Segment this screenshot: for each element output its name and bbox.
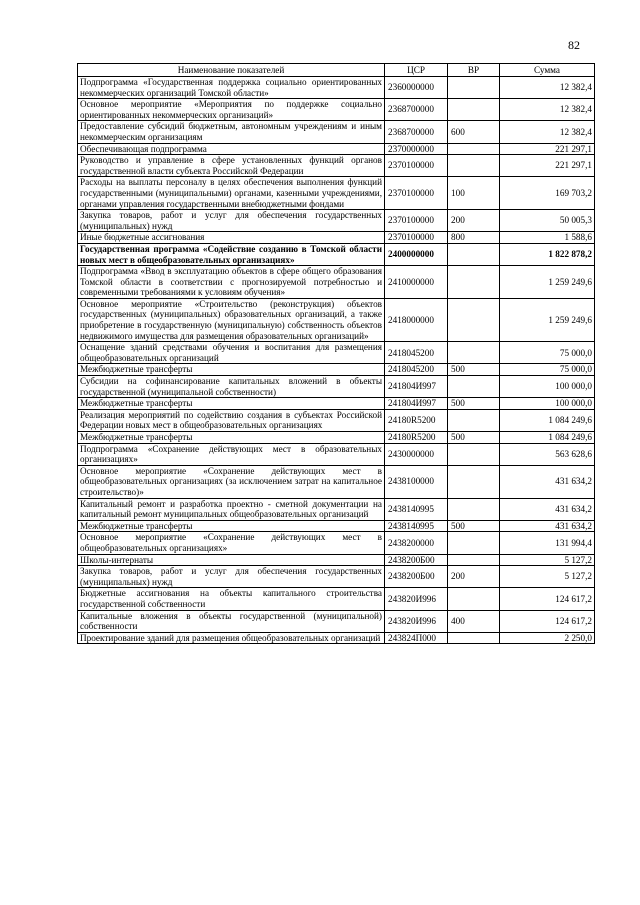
row-sum: 169 703,2: [500, 177, 595, 210]
row-vr: 200: [448, 210, 500, 232]
table-row: [78, 520, 595, 532]
row-csr: 2370100000: [385, 210, 448, 232]
header-name: Наименование показателей: [78, 64, 385, 77]
row-sum: 221 297,1: [500, 143, 595, 155]
row-sum: 1 588,6: [500, 232, 595, 244]
row-vr: [448, 155, 500, 177]
row-csr: 241804И997: [385, 376, 448, 398]
row-csr: 243820И996: [385, 610, 448, 632]
row-name: Бюджетные ассигнования на объекты капитального строительства государственной собственности: [78, 588, 385, 610]
table-row: [78, 266, 595, 299]
row-name: Подпрограмма «Ввод в эксплуатацию объектов в сфере общего образования Томской области в соответствии с прогнозируемой потребностью и современными требованиями к условиям обучения»: [78, 266, 385, 299]
row-csr: 2370100000: [385, 232, 448, 244]
row-csr: 243824П000: [385, 632, 448, 644]
row-vr: [448, 588, 500, 610]
row-vr: 400: [448, 610, 500, 632]
table-row: [78, 588, 595, 610]
row-sum: 131 994,4: [500, 532, 595, 554]
row-vr: [448, 532, 500, 554]
table-row: [78, 121, 595, 143]
row-vr: [448, 465, 500, 498]
table-row: [78, 432, 595, 444]
row-sum: 12 382,4: [500, 99, 595, 121]
row-name: Межбюджетные трансферты: [78, 364, 385, 376]
table-row: [78, 342, 595, 364]
row-csr: 241804И997: [385, 398, 448, 410]
row-csr: 2438140995: [385, 498, 448, 520]
row-sum: 75 000,0: [500, 342, 595, 364]
row-name: Капитальные вложения в объекты государственной (муниципальной) собственности: [78, 610, 385, 632]
row-csr: 2418000000: [385, 298, 448, 341]
table-row: [78, 232, 595, 244]
row-csr: 2430000000: [385, 443, 448, 465]
row-vr: [448, 632, 500, 644]
table-row: [78, 554, 595, 566]
table-header-row: [78, 64, 595, 77]
row-name: Подпрограмма «Сохранение действующих мест в образовательных организациях»: [78, 443, 385, 465]
table-row: [78, 566, 595, 588]
row-name: Основное мероприятие «Сохранение действующих мест в общеобразовательных организациях (за исключением затрат на капитальное строительство)»: [78, 465, 385, 498]
table-row: [78, 177, 595, 210]
row-name: Капитальный ремонт и разработка проектно - сметной документации на капитальный ремонт муниципальных общеобразовательных организаций: [78, 498, 385, 520]
row-name: Закупка товаров, работ и услуг для обеспечения государственных (муниципальных) нужд: [78, 566, 385, 588]
row-vr: [448, 376, 500, 398]
row-vr: [448, 443, 500, 465]
row-csr: 2400000000: [385, 243, 448, 265]
row-name: Предоставление субсидий бюджетным, автономным учреждениям и иным некоммерческим организациям: [78, 121, 385, 143]
row-vr: 500: [448, 364, 500, 376]
table-row: [78, 298, 595, 341]
row-vr: [448, 266, 500, 299]
row-sum: 5 127,2: [500, 566, 595, 588]
row-name: Проектирование зданий для размещения общеобразовательных организаций: [78, 632, 385, 644]
row-csr: 2438100000: [385, 465, 448, 498]
row-sum: 431 634,2: [500, 520, 595, 532]
row-csr: 2438200Б00: [385, 566, 448, 588]
row-name: Закупка товаров, работ и услуг для обеспечения государственных (муниципальных) нужд: [78, 210, 385, 232]
row-sum: 1 822 878,2: [500, 243, 595, 265]
row-sum: 75 000,0: [500, 364, 595, 376]
table-body: [78, 77, 595, 644]
row-name: Межбюджетные трансферты: [78, 398, 385, 410]
row-sum: 431 634,2: [500, 498, 595, 520]
row-name: Субсидии на софинансирование капитальных вложений в объекты государственной (муниципальной собственности): [78, 376, 385, 398]
row-csr: 2410000000: [385, 266, 448, 299]
row-sum: 50 005,3: [500, 210, 595, 232]
row-name: Межбюджетные трансферты: [78, 520, 385, 532]
row-name: Реализация мероприятий по содействию создания в субъектах Российской Федерации новых мест в общеобразовательных организациях: [78, 409, 385, 431]
budget-table: [77, 63, 595, 644]
row-name: Оснащение зданий средствами обучения и воспитания для размещения общеобразовательных организаций: [78, 342, 385, 364]
row-vr: 500: [448, 520, 500, 532]
table-row: [78, 632, 595, 644]
row-sum: 1 259 249,6: [500, 266, 595, 299]
row-csr: 2368700000: [385, 121, 448, 143]
table-row: [78, 443, 595, 465]
row-sum: 100 000,0: [500, 376, 595, 398]
row-csr: 24180R5200: [385, 409, 448, 431]
row-sum: 12 382,4: [500, 77, 595, 99]
row-sum: 124 617,2: [500, 610, 595, 632]
table-row: [78, 409, 595, 431]
row-vr: [448, 99, 500, 121]
row-name: Иные бюджетные ассигнования: [78, 232, 385, 244]
table-row: [78, 610, 595, 632]
row-csr: 2438200000: [385, 532, 448, 554]
table-row: [78, 243, 595, 265]
row-vr: 200: [448, 566, 500, 588]
row-vr: [448, 498, 500, 520]
row-csr: 24180R5200: [385, 432, 448, 444]
table-row: [78, 99, 595, 121]
row-vr: [448, 554, 500, 566]
row-sum: 1 084 249,6: [500, 432, 595, 444]
row-sum: 431 634,2: [500, 465, 595, 498]
row-sum: 563 628,6: [500, 443, 595, 465]
row-vr: 600: [448, 121, 500, 143]
table-row: [78, 155, 595, 177]
header-csr: ЦСР: [385, 64, 448, 77]
row-name: Обеспечивающая подпрограмма: [78, 143, 385, 155]
table-row: [78, 532, 595, 554]
row-sum: 221 297,1: [500, 155, 595, 177]
row-name: Основное мероприятие «Строительство (реконструкция) объектов государственных (муниципальных) образовательных организаций, а также приобретение в государственную (муниципальную) собственность объектов недвижимого имущества для размещения образовательных организаций»: [78, 298, 385, 341]
row-name: Руководство и управление в сфере установленных функций органов государственной власти субъекта Российской Федерации: [78, 155, 385, 177]
header-vr: ВР: [448, 64, 500, 77]
table-row: [78, 143, 595, 155]
header-sum: Сумма: [500, 64, 595, 77]
row-vr: 500: [448, 432, 500, 444]
row-sum: 2 250,0: [500, 632, 595, 644]
row-csr: 2360000000: [385, 77, 448, 99]
row-csr: 2370100000: [385, 155, 448, 177]
row-csr: 243820И996: [385, 588, 448, 610]
row-vr: [448, 243, 500, 265]
row-sum: 5 127,2: [500, 554, 595, 566]
row-csr: 2418045200: [385, 364, 448, 376]
row-csr: 2370100000: [385, 177, 448, 210]
row-name: Основное мероприятие «Мероприятия по поддержке социально ориентированных некоммерческих организаций»: [78, 99, 385, 121]
row-csr: 2438200Б00: [385, 554, 448, 566]
row-sum: 124 617,2: [500, 588, 595, 610]
row-name: Основное мероприятие «Сохранение действующих мест в общеобразовательных организациях»: [78, 532, 385, 554]
table-row: [78, 364, 595, 376]
row-sum: 1 084 249,6: [500, 409, 595, 431]
row-vr: [448, 298, 500, 341]
table-row: [78, 498, 595, 520]
row-sum: 12 382,4: [500, 121, 595, 143]
row-vr: 100: [448, 177, 500, 210]
row-csr: 2368700000: [385, 99, 448, 121]
page-number: 82: [568, 38, 580, 52]
row-csr: 2438140995: [385, 520, 448, 532]
row-vr: 500: [448, 398, 500, 410]
row-sum: 1 259 249,6: [500, 298, 595, 341]
table-row: [78, 376, 595, 398]
row-vr: [448, 143, 500, 155]
row-name: Расходы на выплаты персоналу в целях обеспечения выполнения функций государственными (муниципальными) органами, казенными учреждениями, органами управления государственными внебюджетными фондами: [78, 177, 385, 210]
row-vr: [448, 77, 500, 99]
row-vr: [448, 409, 500, 431]
table-row: [78, 210, 595, 232]
row-csr: 2418045200: [385, 342, 448, 364]
row-csr: 2370000000: [385, 143, 448, 155]
table-row: [78, 465, 595, 498]
row-vr: [448, 342, 500, 364]
table-row: [78, 77, 595, 99]
table-row: [78, 398, 595, 410]
row-name: Школы-интернаты: [78, 554, 385, 566]
row-sum: 100 000,0: [500, 398, 595, 410]
row-name: Подпрограмма «Государственная поддержка социально ориентированных некоммерческих организаций Томской области»: [78, 77, 385, 99]
row-vr: 800: [448, 232, 500, 244]
row-name: Государственная программа «Содействие созданию в Томской области новых мест в общеобразовательных организациях»: [78, 243, 385, 265]
row-name: Межбюджетные трансферты: [78, 432, 385, 444]
